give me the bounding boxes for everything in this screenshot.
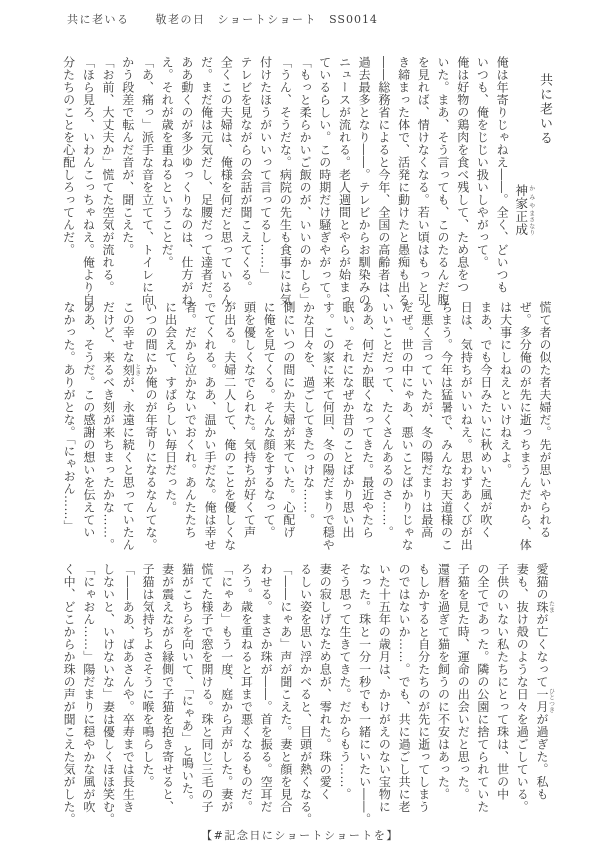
text-column: ああ、そうだ。この感謝の想いを伝えてい [81,301,96,539]
text-column: は大事にしねえといけねえよ。 [498,301,513,476]
text-column: なった。珠と一分一秒でも一緒にいたい――。 [357,563,372,826]
text-column: いた。まあ、そう言っても、このたるんだ腹 [435,56,450,306]
text-column: に俺を見てくる。そんな顔をするなって。 [262,301,277,539]
text-column: テレビを見ながらの会話が聞こえてくる。 [238,56,253,294]
text-column: ああ、何だか眠くなってきた。最近やたら [360,301,375,539]
text-column: 全くこの夫婦は、俺様を何だと思っているん [219,56,234,306]
text-column: の全てであった。隣の公園に捨てられていた [475,563,490,813]
text-column: ちまう。今年は猛暑で、みんなお天道様のこ [439,301,454,551]
story-title-column: 共に老いる [537,73,552,146]
story-author-column: 神家 かみや正成 まさなり [513,184,535,236]
running-head-title: 共に老いる [67,13,130,26]
text-column: ああ動くのが多少ゆっくりなのは、仕方がね [179,56,194,306]
text-band-1 [61,56,554,319]
text-column: ているらしい。この時期だけ騒ぎやがって。 [317,56,332,306]
text-column: 慌てた様子で窓を開ける。珠と同じ三毛の子 [200,563,215,813]
text-column: いいことだって、たくさんあるのさ……。 [380,301,395,539]
text-column: 「もっと柔らかいご飯のが、いいのかしら」 [298,56,313,306]
text-column: ニュースが流れる。老人週間とやらが始まっ [337,56,352,306]
running-head-event: 敬老の日 [155,13,206,26]
text-column: が出る。夫婦二人して、俺のことを優しくな [222,301,237,551]
text-column: ろう。歳を重ねると耳まで悪くなるものだ。 [239,563,254,813]
text-column: まあ、でも今日みたいに秋めいた風が吹く [478,301,493,539]
text-column: 日は、気持ちがいいねえ。思わずあくびが出 [459,301,474,551]
text-column: 「うん、そうだな。病院の先生も食事には気 [278,56,293,306]
text-column: 子供のいない私たちにとって珠は、世の中 [495,563,510,801]
text-column: 猫がこちらを向いて、「にゃあ」と鳴いた。 [180,563,195,807]
text-column: 眠い。それになぜか昔のことばかり思い出 [340,301,355,539]
text-column: 「――にゃあ」声が聞こえた。妻と顔を見合 [278,563,293,813]
text-column: 分たちのことを心配しろってんだ。 [61,56,76,256]
text-column: いつも、俺をじじい扱いしやがって。 [475,56,490,269]
text-column: く中、どこからか珠の声が聞こえた気がした。 [62,563,77,826]
text-column: もしかすると自分たちのが先に逝ってしまう [416,563,431,813]
text-column: を見れば、情けなくなる。若い頃はもっと引 [416,56,431,306]
text-column: と悪く言っていたが、冬の陽だまりは最高 [419,301,434,539]
text-column: るしい姿を思い浮かべると、目頭が熱くなる。 [298,563,313,826]
footer-hashtag: 【#記念日にショートショートを】 [201,829,399,842]
text-column: 妻も、抜け殻のような日々を過ごしている。 [515,563,530,813]
text-column: なかった。ありがとな。「にゃおん……」 [62,301,77,533]
text-column: そう思って生きてきた。だからもう……。 [337,563,352,801]
text-column: しないと、いけないな」妻は優しくほほ笑む。 [101,563,116,826]
text-column: だぜ。世の中にゃあ、悪いことばかりじゃな [400,301,415,551]
text-column: ――総務省によると今年、全国の高齢者は、 [376,56,391,306]
text-column: え。それが歳を重ねるということだ。 [160,56,175,269]
text-column: す。この家に来て何回、冬の陽だまりで穏や [321,301,336,551]
text-column: に出会えて、すばらしい毎日だった。 [163,301,178,514]
text-column: いた十五年の歳月は、かけがえのない宝物に [377,563,392,813]
text-column: 愛猫の珠たまが亡くなって一月ひとつきが過ぎた。私も [535,563,555,801]
text-column: 「にゃおん……」陽だまりに穏やかな風が吹 [81,563,96,813]
text-column: 子猫は気持ちよさそうに喉を鳴らした。 [140,563,155,788]
text-column: わせる。まさか珠が――。首を振る。空耳だ [259,563,274,813]
text-column: 者。だから泣かないでおくれ。あんたたち [183,301,198,539]
text-column: 「お前、大丈夫か」慌てた空気が流れる。 [101,56,116,294]
text-column: 側にいつの間にか夫婦が来ていた。心配げ [281,301,296,539]
text-column: 子猫を見た時、運命の出会いだと思った。 [456,563,471,801]
text-column: 妻が震えながら縁側で子猫を抱き寄せると、 [160,563,175,813]
text-column: 「――ああ、ばあさんや。卒寿までは長生き [121,563,136,813]
text-column: 「ほら見ろ、いわんこっちゃねえ。俺より自 [81,56,96,306]
running-head [67,11,378,27]
text-column: き締まった体で、活発に動けたと愚痴も出る。 [396,56,411,319]
text-column: 過去最多となり――。テレビからお馴染みの [357,56,372,306]
text-column: この幸せな刻ときが、永遠に続くと思っていたん [121,301,141,551]
text-column: 俺は年寄りじゃねえ――。全く、どいつも [495,56,510,294]
text-band-2 [62,301,554,553]
text-column: 俺は好物の鶏肉を食べ残して、ため息をつ [455,56,470,294]
text-column: のではないか……。でも、共に過ごし共に老 [397,563,412,813]
text-column: だ。まだ俺は元気だし、足腰だって達者だ。 [199,56,214,306]
text-column: 付けたほうがいいって言ってるし……」 [258,56,273,281]
text-column: 妻の寂しげなため息が、零れた。珠の愛く [318,563,333,801]
text-column: ぜ。多分俺のが先に逝っちまうんだから、体 [518,301,533,551]
text-column: 慌て者の似た者夫婦だ。先が思いやられる [538,301,552,539]
text-column: 「にゃあ」もう一度、庭から声がした。妻が [219,563,234,813]
text-column: でてくれる。ああ、温かい手だな。俺は幸せ [203,301,218,551]
text-column: かな日々を、過ごしてきたっけな……。 [301,301,316,526]
text-column: 還暦を過ぎて猫を飼うのに不安はあった。 [436,563,451,801]
text-column: だけど、来るべき刻が来ちまったかな……。 [101,301,116,551]
text-column: いつの間にか俺のが年寄りになるなんてな。 [143,301,158,551]
running-head-genre: ショートショート [217,13,318,26]
text-column: 「あ、痛っ」派手な音を立てて、トイレに向 [140,56,155,306]
text-column: 頭を優しくなでられた。気持ちが好くて声 [242,301,257,539]
text-band-3 [62,563,555,826]
running-head-code: SS0014 [329,13,378,26]
text-column: かう段差で転んだ音が、聞こえた。 [120,56,135,256]
